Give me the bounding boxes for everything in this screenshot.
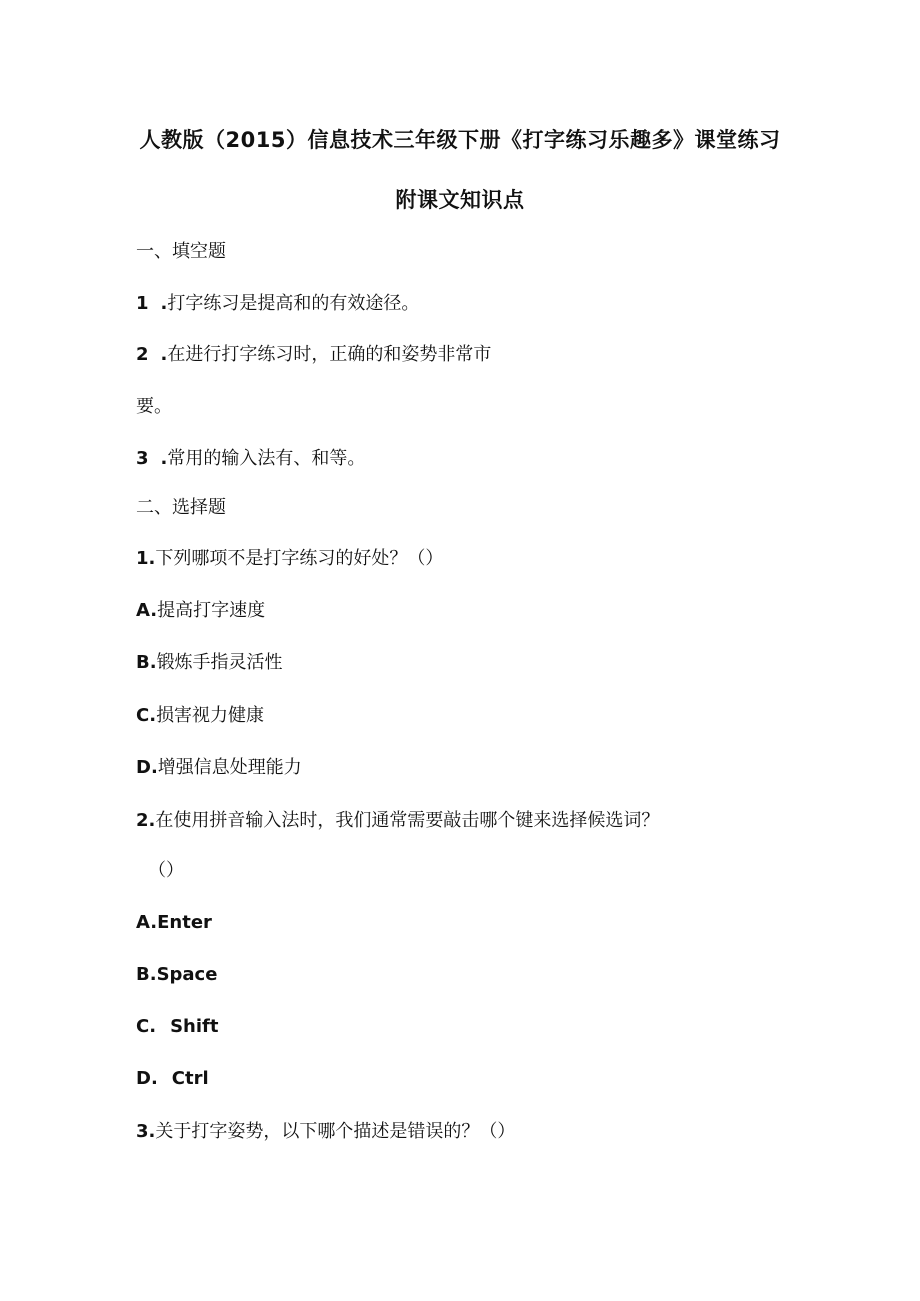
- choice-question-1: [136, 546, 443, 572]
- document-title-line2: 附课文知识点: [395, 188, 525, 212]
- choice-question-3: [136, 1119, 515, 1145]
- option-text: 损害视力健康: [156, 705, 265, 726]
- question-text: 常用的输入法有、和等。: [167, 448, 366, 469]
- question-number-dot: .: [160, 448, 168, 469]
- option-label: B.: [136, 652, 157, 673]
- question-text: 在进行打字练习时，正确的和姿势非常市: [167, 344, 492, 365]
- option-label: A.: [136, 912, 158, 933]
- choice-option-d: [136, 1066, 209, 1092]
- option-text: Enter: [157, 912, 212, 933]
- fill-question-2: [136, 342, 491, 368]
- choice-question-2: [136, 808, 659, 834]
- option-label: D.: [136, 1068, 158, 1089]
- option-label: A.: [136, 600, 158, 621]
- fill-question-2-continuation: 要。: [136, 396, 172, 417]
- question-number: 2.: [136, 810, 156, 831]
- option-label: C.: [136, 705, 157, 726]
- section-heading-fill-in: 一、填空题: [136, 241, 226, 262]
- option-text: Shift: [170, 1016, 219, 1037]
- choice-option-c: [136, 1014, 218, 1040]
- option-text: 提高打字速度: [157, 600, 266, 621]
- section-heading-multiple-choice: 二、选择题: [136, 497, 226, 518]
- question-number: 3: [136, 448, 149, 469]
- choice-question-2-continuation: （）: [148, 860, 184, 881]
- option-label: C.: [136, 1016, 157, 1037]
- question-text: 下列哪项不是打字练习的好处？（）: [155, 548, 444, 569]
- choice-option-b: [136, 650, 283, 676]
- option-text: Space: [156, 964, 218, 985]
- choice-option-a: [136, 910, 212, 936]
- fill-question-1: [136, 291, 419, 317]
- question-number: 3.: [136, 1121, 156, 1142]
- fill-question-3: [136, 446, 365, 472]
- question-text: 打字练习是提高和的有效途径。: [167, 293, 420, 314]
- question-number-dot: .: [160, 344, 168, 365]
- document-title-line1: 人教版（2015）信息技术三年级下册《打字练习乐趣多》课堂练习: [139, 128, 781, 152]
- option-text: 增强信息处理能力: [157, 757, 302, 778]
- question-number: 1: [136, 293, 149, 314]
- question-text: 在使用拼音输入法时，我们通常需要敲击哪个键来选择候选词？: [155, 810, 660, 831]
- question-number-dot: .: [160, 293, 168, 314]
- question-number: 2: [136, 344, 149, 365]
- option-label: B.: [136, 964, 157, 985]
- option-text: Ctrl: [171, 1068, 209, 1089]
- question-text: 关于打字姿势，以下哪个描述是错误的？（）: [155, 1121, 516, 1142]
- choice-option-a: [136, 598, 265, 624]
- choice-option-d: [136, 755, 302, 781]
- choice-option-c: [136, 703, 264, 729]
- question-number: 1.: [136, 548, 156, 569]
- option-label: D.: [136, 757, 158, 778]
- choice-option-b: [136, 962, 217, 988]
- option-text: 锻炼手指灵活性: [156, 652, 283, 673]
